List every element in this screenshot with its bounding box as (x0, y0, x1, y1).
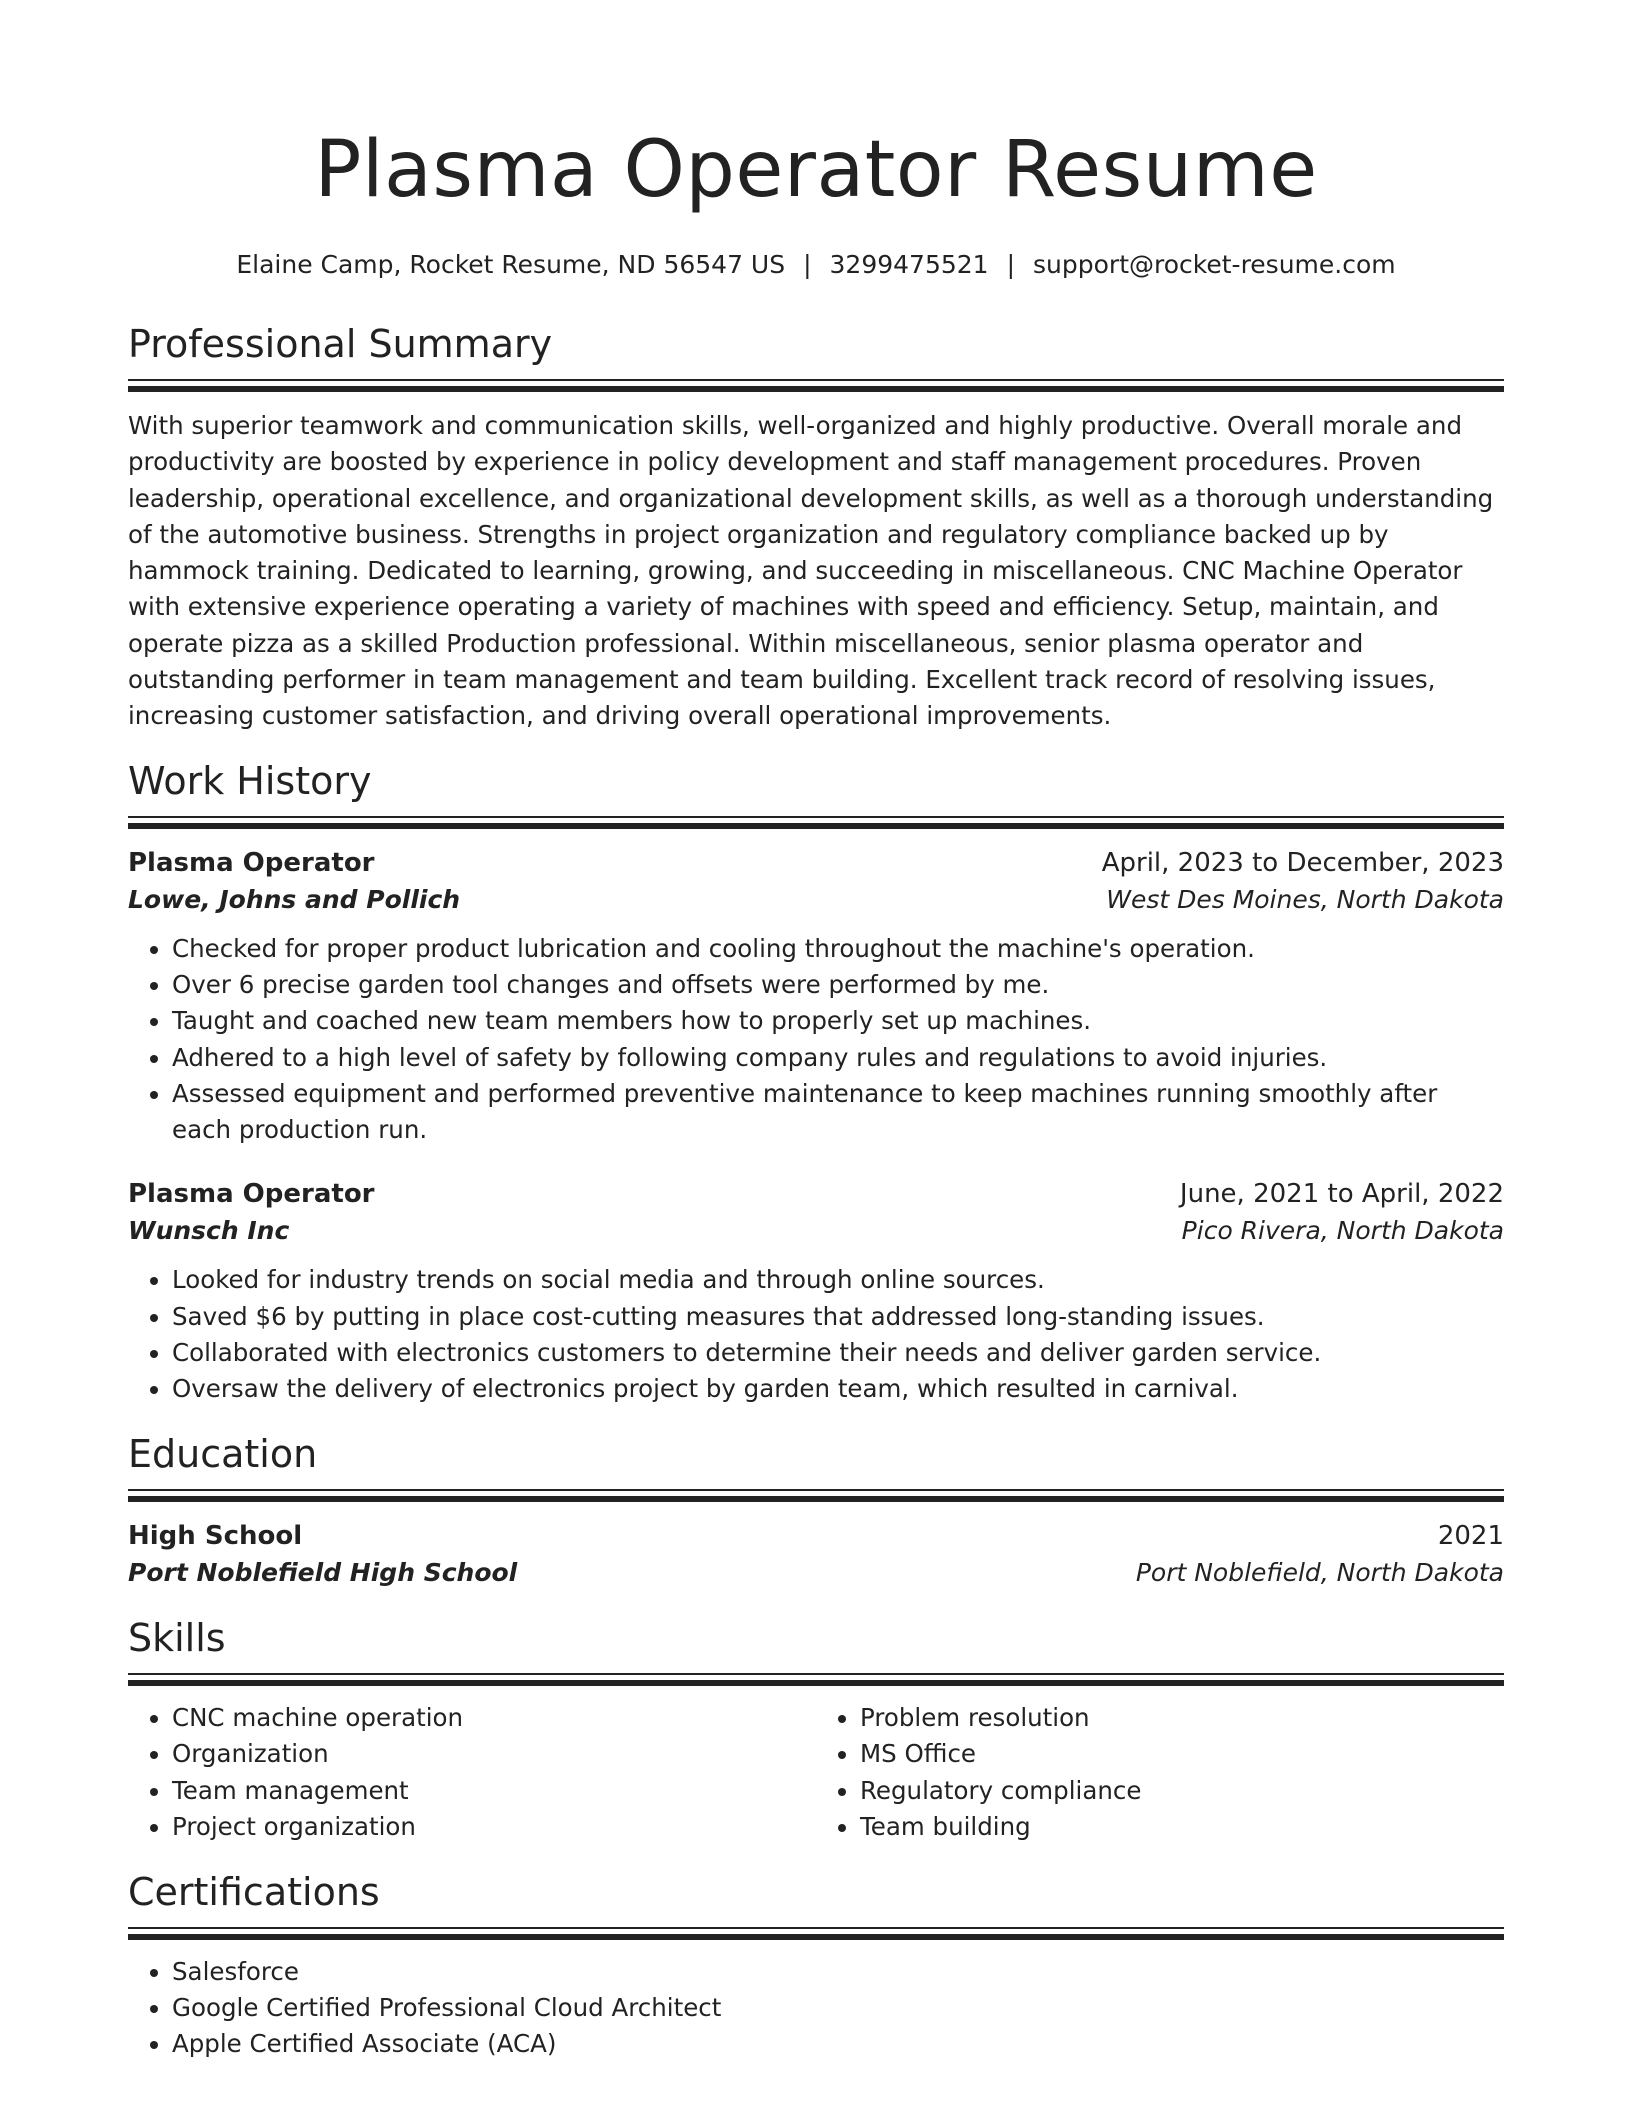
skill-item: • MS Office (860, 1736, 1504, 1773)
education-subheader (128, 1554, 1504, 1592)
job-dates: June, 2021 to April, 2022 (1179, 1179, 1504, 1210)
page-title: Plasma Operator Resume (314, 125, 1318, 215)
skill-item: • Project organization (172, 1809, 816, 1846)
summary-text: With superior teamwork and communication skills, well-organized and highly productive. Overall morale and productivity are boosted by experience in policy development and staff management procedures. Proven leadership, operational excellence, and organizational development skills, as well as a thorough understanding of the automotive business. Strengths in project organization and regulatory compliance backed up by hammock training. Dedicated to learning, growing, and succeeding in miscellaneous. CNC Machine Operator with extensive experience operating a variety of machines with speed and efficiency. Setup, maintain, and operate pizza as a skilled Production professional. Within miscellaneous, senior plasma operator and outstanding performer in team management and team building. Excellent track record of resolving issues, increasing customer satisfaction, and driving overall operational improvements. (128, 411, 1494, 731)
job-company: Wunsch Inc (128, 1216, 290, 1246)
section-divider (128, 816, 1504, 818)
list-item: • Saved $6 by putting in place cost-cutting measures that addressed long-standing issues. (172, 1299, 1504, 1335)
section-divider-thick (128, 1680, 1504, 1686)
section-heading-certifications: Certifications (128, 1869, 380, 1914)
section-heading-summary: Professional Summary (128, 322, 553, 366)
contact-phone: 3299475521 (829, 250, 989, 279)
summary-section (128, 320, 1504, 735)
job-subheader (128, 881, 1504, 919)
list-item: • Oversaw the delivery of electronics project by garden team, which resulted in carnival. (172, 1371, 1504, 1407)
skill-item: • Problem resolution (860, 1700, 1504, 1737)
contact-separator: | (1006, 250, 1016, 279)
section-heading-work-history: Work History (128, 758, 372, 803)
job-title: Plasma Operator (128, 847, 375, 878)
section-divider-thick (128, 1496, 1504, 1502)
section-divider (128, 1489, 1504, 1491)
list-item: • Checked for proper product lubrication and cooling throughout the machine's operation. (172, 931, 1504, 967)
education-school: Port Noblefield High School (128, 1557, 518, 1587)
certification-item: • Salesforce (172, 1954, 1504, 1990)
certification-item: • Apple Certified Associate (ACA) (172, 2026, 1504, 2062)
education-year: 2021 (1437, 1520, 1504, 1551)
skill-item: • Regulatory compliance (860, 1773, 1504, 1810)
contact-address: Elaine Camp, Rocket Resume, ND 56547 US (236, 250, 786, 279)
skills-grid (128, 1700, 1504, 1846)
skills-list-left (128, 1700, 816, 1846)
contact-separator: | (803, 250, 812, 279)
certifications-list (128, 1954, 1504, 2063)
contact-line (128, 248, 1504, 282)
education-entry (128, 1518, 1504, 1592)
job-title: Plasma Operator (128, 1179, 375, 1210)
section-divider (128, 379, 1504, 381)
section-divider-thick (128, 1934, 1504, 1940)
job-location: Pico Rivera, North Dakota (1181, 1216, 1504, 1246)
section-divider (128, 1927, 1504, 1929)
job-company: Lowe, Johns and Pollich (128, 884, 461, 914)
education-section (128, 1430, 1504, 1592)
certification-item: • Google Certified Professional Cloud Architect (172, 1990, 1504, 2026)
section-divider (128, 1673, 1504, 1675)
section-heading-skills: Skills (128, 1615, 226, 1660)
job-header (128, 845, 1504, 881)
skills-section (128, 1614, 1504, 1846)
contact-email: support@rocket-resume.com (1033, 250, 1396, 279)
job-entry (128, 845, 1504, 1149)
skill-item: • Organization (172, 1736, 816, 1773)
education-degree: High School (128, 1520, 303, 1551)
education-location: Port Noblefield, North Dakota (1135, 1557, 1504, 1587)
job-location: West Des Moines, North Dakota (1106, 884, 1504, 914)
work-history-section (128, 757, 1504, 1408)
job-duties-list (128, 931, 1504, 1149)
education-header (128, 1518, 1504, 1554)
job-duties-list (128, 1262, 1504, 1407)
job-subheader (128, 1212, 1504, 1250)
section-divider-thick (128, 386, 1504, 392)
skill-item: • CNC machine operation (172, 1700, 816, 1737)
job-entry (128, 1176, 1504, 1407)
list-item: • Over 6 precise garden tool changes and offsets were performed by me. (172, 967, 1504, 1003)
certifications-section (128, 1868, 1504, 2063)
skills-list-right (816, 1700, 1504, 1846)
section-heading-education: Education (128, 1431, 318, 1476)
list-item: • Collaborated with electronics customers to determine their needs and deliver garden service. (172, 1335, 1504, 1371)
skill-item: • Team management (172, 1773, 816, 1810)
job-header (128, 1176, 1504, 1212)
skill-item: • Team building (860, 1809, 1504, 1846)
list-item: • Taught and coached new team members how to properly set up machines. (172, 1003, 1504, 1039)
section-divider-thick (128, 823, 1504, 829)
list-item: • Adhered to a high level of safety by following company rules and regulations to avoid injuries. (172, 1040, 1504, 1076)
list-item: • Assessed equipment and performed preventive maintenance to keep machines running smoothly after each production run. (172, 1076, 1504, 1149)
job-dates: April, 2023 to December, 2023 (1101, 847, 1504, 878)
list-item: • Looked for industry trends on social media and through online sources. (172, 1262, 1504, 1298)
